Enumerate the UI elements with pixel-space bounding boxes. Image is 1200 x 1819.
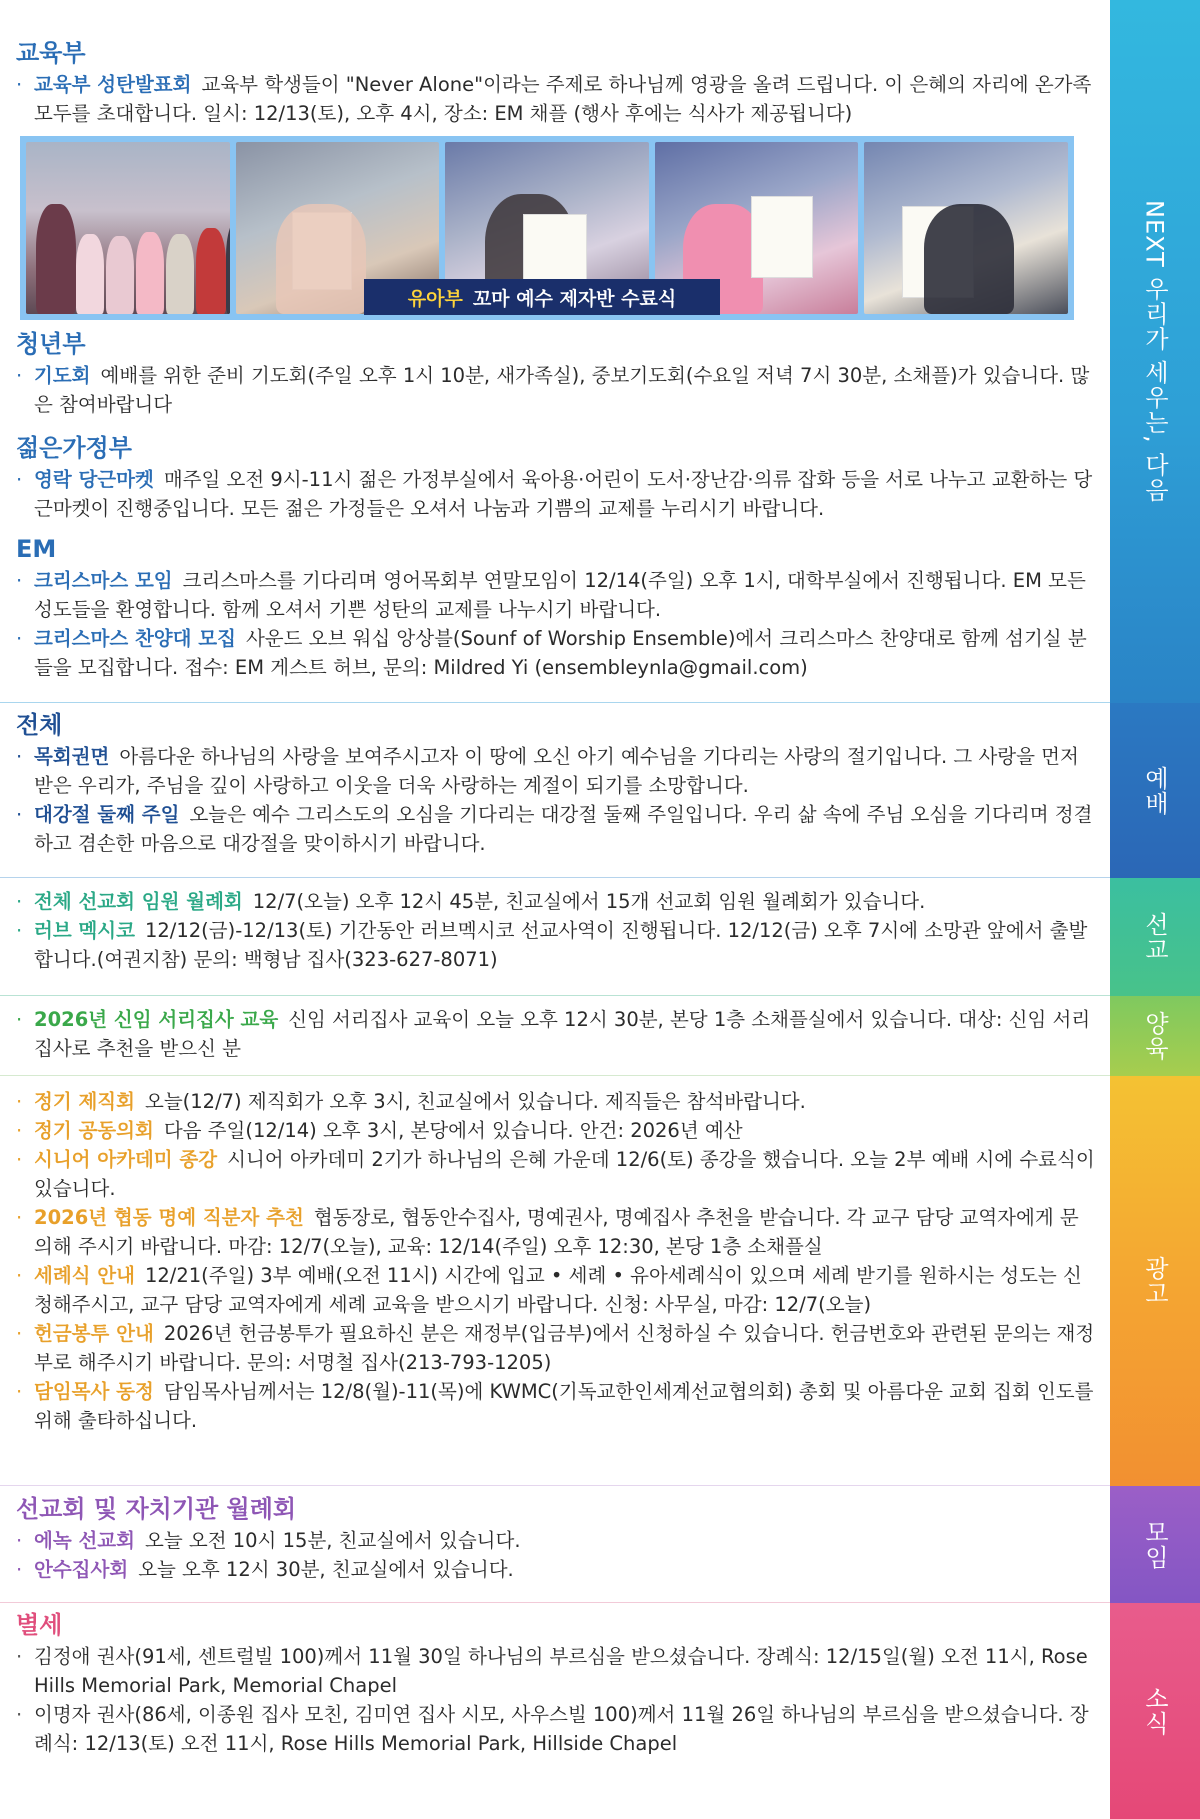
item-highlight: 시니어 아카데미 종강	[34, 1148, 218, 1171]
item-highlight: 대강절 둘째 주일	[34, 803, 180, 826]
list-item	[16, 742, 1096, 800]
education-section	[16, 36, 1096, 128]
divider	[0, 1602, 1110, 1603]
item-highlight: 담임목사 동정	[34, 1380, 154, 1403]
section-tabs	[1110, 0, 1200, 1819]
list-item	[16, 1555, 1096, 1584]
photo-caption-text: 꼬마 예수 제자반 수료식	[472, 287, 677, 310]
tab-meeting-label: 모임	[1140, 1519, 1169, 1570]
list-item	[16, 1145, 1096, 1203]
list-item	[16, 70, 1096, 128]
item-highlight: 2026년 신임 서리집사 교육	[34, 1008, 279, 1031]
bullet-icon: ·	[16, 1645, 23, 1668]
nurture-section	[16, 1005, 1096, 1063]
divider	[0, 1485, 1110, 1486]
em-section	[16, 532, 1096, 682]
divider	[0, 702, 1110, 703]
list-item	[16, 1087, 1096, 1116]
bullet-icon: ·	[16, 468, 23, 491]
list-item	[16, 1203, 1096, 1261]
item-text: 김정애 권사(91세, 센트럴빌 100)께서 11월 30일 하나님의 부르심을 받으셨습니다. 장례식: 12/15일(월) 오전 11시, Rose Hills Memorial Park, Memorial Chapel	[34, 1645, 1088, 1697]
item-highlight: 2026년 협동 명예 직분자 추천	[34, 1206, 304, 1229]
item-text: 오늘은 예수 그리스도의 오심을 기다리는 대강절 둘째 주일입니다. 우리 삶 속에 주님 오심을 기다리며 정결하고 겸손한 마음으로 대강절을 맞이하시기 바랍니다.	[34, 803, 1093, 855]
meetings-title: 선교회 및 자치기관 월례회	[16, 1495, 297, 1523]
em-title: EM	[16, 535, 57, 563]
item-text: 예배를 위한 준비 기도회(주일 오후 1시 10분, 새가족실), 중보기도회(수요일 저녁 7시 30분, 소채플)가 있습니다. 많은 참여바랍니다	[34, 364, 1090, 416]
bullet-icon: ·	[16, 1703, 23, 1726]
item-highlight: 세례식 안내	[34, 1264, 135, 1287]
list-item	[16, 361, 1096, 419]
bullet-icon: ·	[16, 1558, 23, 1581]
bullet-icon: ·	[16, 1264, 23, 1287]
bullet-icon: ·	[16, 745, 23, 768]
list-item	[16, 887, 1096, 916]
education-title: 교육부	[16, 39, 86, 67]
bullet-icon: ·	[16, 1148, 23, 1171]
bullet-icon: ·	[16, 627, 23, 650]
news-section	[16, 1608, 1096, 1758]
item-text: 담임목사님께서는 12/8(월)-11(목)에 KWMC(기독교한인세계선교협의회) 총회 및 아름다운 교회 집회 인도를 위해 출타하십니다.	[34, 1380, 1094, 1432]
young-family-section	[16, 431, 1096, 523]
bullet-icon: ·	[16, 1206, 23, 1229]
item-text: 이명자 권사(86세, 이종원 집사 모친, 김미연 집사 시모, 사우스빌 100)께서 11월 26일 하나님의 부르심을 받으셨습니다. 장례식: 12/13(토) 오전 11시, Rose Hills Memorial Park, Hillside Chapel	[34, 1703, 1089, 1755]
item-text: 협동장로, 협동안수집사, 명예권사, 명예집사 추천을 받습니다. 각 교구 담당 교역자에게 문의해 주시기 바랍니다. 마감: 12/7(오늘), 교육: 12/14(주일) 오후 12:30, 본당 1층 소채플실	[34, 1206, 1079, 1258]
divider	[0, 1075, 1110, 1076]
item-text: 교육부 학생들이 "Never Alone"이라는 주제로 하나님께 영광을 올려 드립니다. 이 은혜의 자리에 온가족 모두를 초대합니다. 일시: 12/13(토), 오후 4시, 장소: EM 채플 (행사 후에는 식사가 제공됩니다)	[34, 73, 1092, 125]
tab-meeting[interactable]	[1110, 1486, 1200, 1603]
photo-child-image	[864, 142, 1068, 314]
bullet-icon: ·	[16, 890, 23, 913]
bullet-icon: ·	[16, 569, 23, 592]
item-text: 매주일 오전 9시-11시 젊은 가정부실에서 육아용·어린이 도서·장난감·의류 잡화 등을 서로 나누고 교환하는 당근마켓이 진행중입니다. 모든 젊은 가정들은 오셔서 나눔과 기쁨의 교제를 누리시기 바랍니다.	[34, 468, 1093, 520]
tab-next[interactable]	[1110, 0, 1200, 703]
item-text: 사운드 오브 워십 앙상블(Sounf of Worship Ensemble)에서 크리스마스 찬양대로 함께 섬기실 분들을 모집합니다. 접수: EM 게스트 허브, 문의: Mildred Yi (ensembleynla@gmail.com)	[34, 627, 1087, 679]
item-highlight: 목회권면	[34, 745, 110, 768]
tab-news-label: 소식	[1140, 1686, 1169, 1736]
bullet-icon: ·	[16, 1322, 23, 1345]
bullet-icon: ·	[16, 364, 23, 387]
mission-section	[16, 887, 1096, 974]
bullet-icon: ·	[16, 1008, 23, 1031]
item-highlight: 영락 당근마켓	[34, 468, 154, 491]
item-highlight: 헌금봉투 안내	[34, 1322, 154, 1345]
photo-group-image	[26, 142, 230, 314]
bullet-icon: ·	[16, 803, 23, 826]
list-item	[16, 1116, 1096, 1145]
item-text: 오늘(12/7) 제직회가 오후 3시, 친교실에서 있습니다. 제직들은 참석바랍니다.	[144, 1090, 806, 1113]
item-highlight: 전체 선교회 임원 월례회	[34, 890, 243, 913]
tab-mission-label: 선교	[1140, 912, 1169, 962]
item-text: 오늘 오후 12시 30분, 친교실에서 있습니다.	[138, 1558, 514, 1581]
item-highlight: 러브 멕시코	[34, 919, 135, 942]
young-family-title: 젊은가정부	[16, 434, 132, 462]
list-item	[16, 916, 1096, 974]
list-item	[16, 1642, 1096, 1700]
item-text: 시니어 아카데미 2기가 하나님의 은혜 가운데 12/6(토) 종강을 했습니다. 오늘 2부 예배 시에 수료식이 있습니다.	[34, 1148, 1095, 1200]
list-item	[16, 465, 1096, 523]
item-text: 다음 주일(12/14) 오후 3시, 본당에서 있습니다. 안건: 2026년 예산	[163, 1119, 743, 1142]
tab-next-label: NEXT 우리가 세우는, 다음	[1140, 200, 1169, 503]
bullet-icon: ·	[16, 1090, 23, 1113]
item-text: 12/21(주일) 3부 예배(오전 11시) 시간에 입교 • 세례 • 유아세례식이 있으며 세례 받기를 원하시는 성도는 신청해주시고, 교구 담당 교역자에게 세례 교육을 받으시기 바랍니다. 신청: 사무실, 마감: 12/7(오늘)	[34, 1264, 1082, 1316]
list-item	[16, 624, 1096, 682]
item-text: 크리스마스를 기다리며 영어목회부 연말모임이 12/14(주일) 오후 1시, 대학부실에서 진행됩니다. EM 모든 성도들을 환영합니다. 함께 오셔서 기쁜 성탄의 교제를 나누시기 바랍니다.	[34, 569, 1086, 621]
item-highlight: 정기 제직회	[34, 1090, 135, 1113]
divider	[0, 877, 1110, 878]
list-item	[16, 1526, 1096, 1555]
tab-news[interactable]	[1110, 1603, 1200, 1819]
news-title: 별세	[16, 1611, 63, 1639]
youth-section	[16, 327, 1096, 419]
bullet-icon: ·	[16, 73, 23, 96]
all-title: 전체	[16, 711, 63, 739]
item-text: 신임 서리집사 교육이 오늘 오후 12시 30분, 본당 1층 소채플실에서 있습니다. 대상: 신임 서리집사로 추천을 받으신 분	[34, 1008, 1091, 1060]
photo-caption-highlight: 유아부	[407, 287, 463, 310]
item-highlight: 정기 공동의회	[34, 1119, 154, 1142]
bullet-icon: ·	[16, 1529, 23, 1552]
item-text: 오늘 오전 10시 15분, 친교실에서 있습니다.	[144, 1529, 521, 1552]
list-item	[16, 800, 1096, 858]
list-item	[16, 1319, 1096, 1377]
bullet-icon: ·	[16, 1119, 23, 1142]
item-highlight: 안수집사회	[34, 1558, 129, 1581]
list-item	[16, 1261, 1096, 1319]
all-section	[16, 708, 1096, 858]
tab-nurture-label: 양육	[1140, 1011, 1169, 1061]
tab-worship-label: 예배	[1140, 765, 1169, 816]
list-item	[16, 1005, 1096, 1063]
item-highlight: 크리스마스 찬양대 모집	[34, 627, 236, 650]
meetings-section	[16, 1492, 1096, 1584]
tab-nurture[interactable]	[1110, 996, 1200, 1076]
item-highlight: 크리스마스 모임	[34, 569, 173, 592]
photo-caption	[364, 279, 720, 315]
bullet-icon: ·	[16, 1380, 23, 1403]
item-text: 12/7(오늘) 오후 12시 45분, 친교실에서 15개 선교회 임원 월례회가 있습니다.	[252, 890, 926, 913]
tab-worship[interactable]	[1110, 703, 1200, 878]
tab-mission[interactable]	[1110, 878, 1200, 996]
item-text: 12/12(금)-12/13(토) 기간동안 러브멕시코 선교사역이 진행됩니다. 12/12(금) 오후 7시에 소망관 앞에서 출발합니다.(여권지참) 문의: 백형남 집사(323-627-8071)	[34, 919, 1088, 971]
item-highlight: 에녹 선교회	[34, 1529, 135, 1552]
youth-title: 청년부	[16, 330, 86, 358]
item-text: 아름다운 하나님의 사랑을 보여주시고자 이 땅에 오신 아기 예수님을 기다리는 사랑의 절기입니다. 그 사랑을 먼저 받은 우리가, 주님을 깊이 사랑하고 이웃을 더욱 사랑하는 계절이 되기를 소망합니다.	[34, 745, 1079, 797]
list-item	[16, 566, 1096, 624]
tab-ads[interactable]	[1110, 1076, 1200, 1486]
item-text: 2026년 헌금봉투가 필요하신 분은 재정부(입금부)에서 신청하실 수 있습니다. 헌금번호와 관련된 문의는 재정부로 해주시기 바랍니다. 문의: 서명철 집사(213-793-1205)	[34, 1322, 1095, 1374]
divider	[0, 995, 1110, 996]
list-item	[16, 1700, 1096, 1758]
ads-section	[16, 1087, 1096, 1435]
list-item	[16, 1377, 1096, 1435]
item-highlight: 교육부 성탄발표회	[34, 73, 192, 96]
tab-ads-label: 광고	[1140, 1256, 1169, 1306]
bullet-icon: ·	[16, 919, 23, 942]
item-highlight: 기도회	[34, 364, 91, 387]
